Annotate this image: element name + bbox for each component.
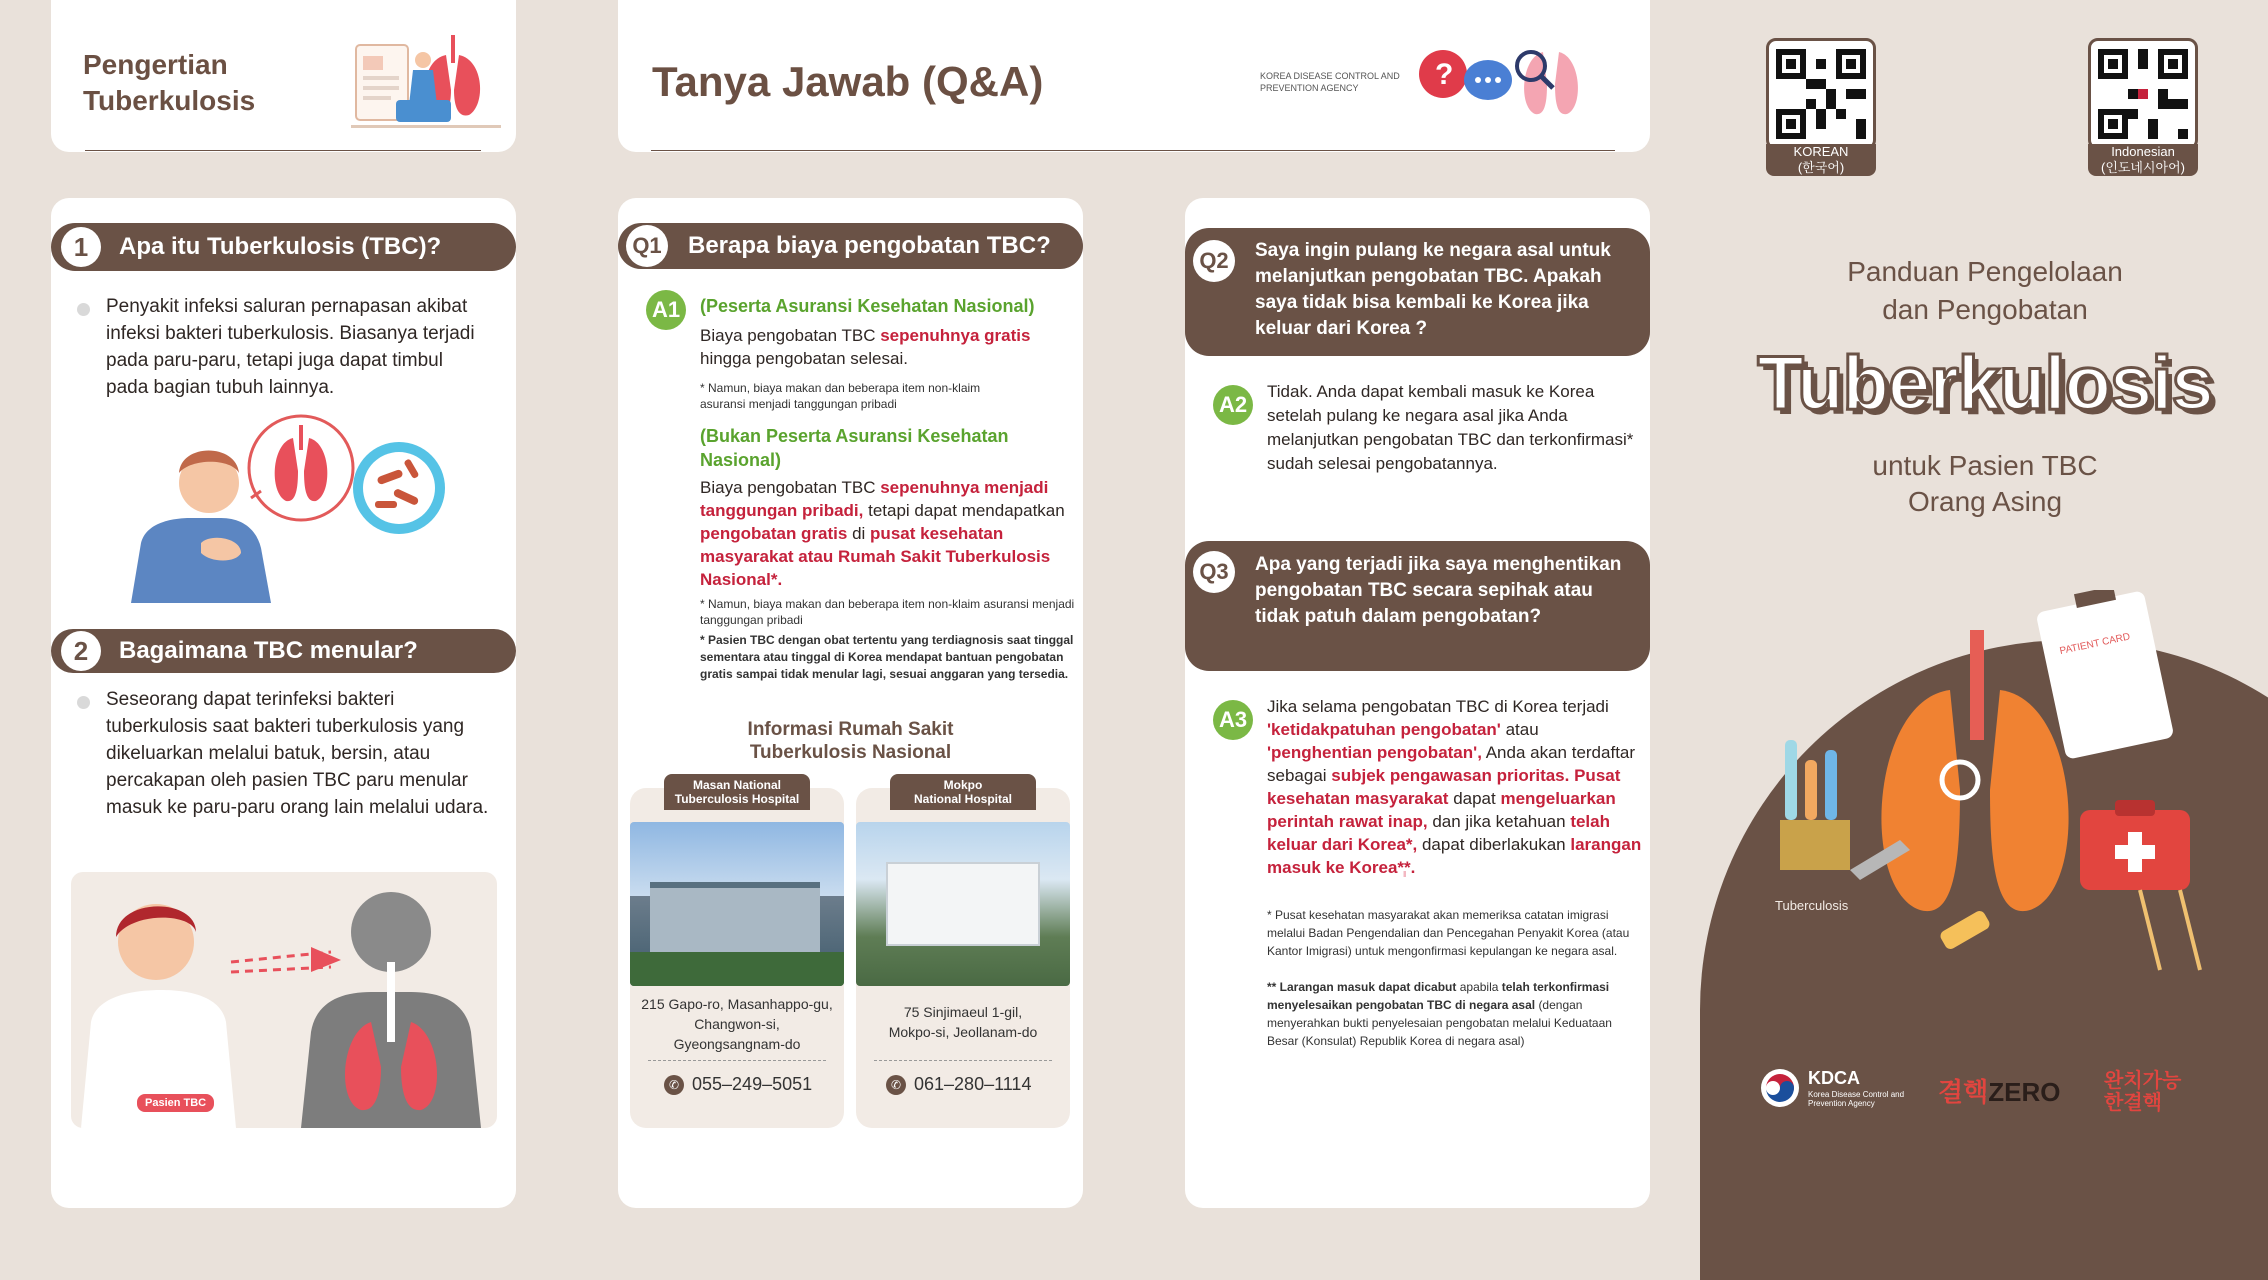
qr-code-korean[interactable] <box>1766 38 1876 150</box>
cover-main-title: Tuberkulosis <box>1757 341 2213 426</box>
qr-code-icon <box>2098 49 2188 139</box>
qr-code-indonesian[interactable] <box>2088 38 2198 150</box>
hospital-phone[interactable]: 061–280–1114 <box>914 1074 1032 1094</box>
a3-note2: ** Larangan masuk dapat dicabut apabila telah terkonfirmasi menyelesaikan pengobatan TBC di negara asal (dengan menyerahkan bukti penyelesaian pengobatan melalui Keduataan Besar (Konsulat) Republik Korea di negara asal) <box>1267 980 1612 1048</box>
qr-label-korean: KOREAN (한국어) <box>1766 144 1876 176</box>
section1-body: Penyakit infeksi saluran pernapasan akibat infeksi bakteri tuberkulosis. Biasanya terjadi pada paru-paru, tetapi juga dapat timbul pada bagian tubuh lainnya. <box>106 296 475 398</box>
tb-zero-logo: 결핵ZERO <box>1938 1077 2061 1107</box>
a1-uninsured-heading: (Bukan Peserta Asuransi Kesehatan Nasional) <box>700 426 1009 470</box>
doctor-lungs-illustration <box>351 30 501 140</box>
qr-code-icon <box>1776 49 1866 139</box>
q3-question: Apa yang terjadi jika saya menghentikan pengobatan TBC secara sepihak atau tidak patuh dalam pengobatan? <box>1255 554 1622 627</box>
q2-number: Q2 <box>1193 240 1235 282</box>
curable-tb-logo: 완치가능한결핵 <box>2104 1070 2182 1114</box>
lungs-lab-illustration <box>1760 590 2230 990</box>
agency-name: KOREA DISEASE CONTROL AND PREVENTION AGENCY <box>1260 71 1400 93</box>
section2-body: Seseorang dapat terinfeksi bakteri tuberkulosis saat bakteri tuberkulosis yang dikeluarkan melalui batuk, bersin, atau percakapan oleh pasien TBC paru menular masuk ke paru-paru orang lain melalui udara. <box>106 689 489 818</box>
panel1-header-divider <box>85 150 481 151</box>
section2-title: Bagaimana TBC menular? <box>119 637 418 664</box>
hospital-photo <box>856 822 1070 986</box>
qr-label-indonesian: Indonesian (인도네시아어) <box>2088 144 2198 176</box>
section2-title-bar <box>51 629 516 673</box>
q2-title-box <box>1185 228 1650 356</box>
patient-card-label: PATIENT CARD <box>2058 631 2132 658</box>
section1-title: Apa itu Tuberkulosis (TBC)? <box>119 233 442 260</box>
a3-answer: Jika selama pengobatan TBC di Korea terjadi 'ketidakpatuhan pengobatan' atau 'penghentian pengobatan', Anda akan terdaftar sebagai subjek pengawasan prioritas. Pusat kesehatan masyarakat dapat mengeluarkan perintah rawat inap, dan jika ketahuan telah keluar dari Korea*, dapat diberlakukan larangan masuk ke Korea**. <box>1267 697 1642 877</box>
a1-note1: * Namun, biaya makan dan beberapa item non-klaim asuransi menjadi tanggungan pribadi <box>700 597 1075 627</box>
a3-badge: A3 <box>1213 700 1253 740</box>
kdca-full: Korea Disease Control and Prevention Agency <box>1808 1090 1905 1108</box>
phone-icon: ✆ <box>886 1075 906 1095</box>
a2-answer: Tidak. Anda dapat kembali masuk ke Korea setelah pulang ke negara asal jika Anda melanjutkan pengobatan TBC dan terkonfirmasi* sudah selesai pengobatannya. <box>1267 382 1634 473</box>
a1-insured-note: * Namun, biaya makan dan beberapa item non-klaim asuransi menjadi tanggungan pribadi <box>700 381 981 411</box>
section1-bullet <box>77 303 90 316</box>
a2-badge: A2 <box>1213 385 1253 425</box>
hospital-address: 215 Gapo-ro, Masanhappo-gu, Changwon-si, Gyeongsangnam-do <box>641 996 833 1052</box>
panel1-body-card <box>51 198 516 1208</box>
hospital-address: 75 Sinjimaeul 1-gil, Mokpo-si, Jeollanam-do <box>888 1004 1038 1040</box>
a1-insured-heading: (Peserta Asuransi Kesehatan Nasional) <box>700 296 1035 316</box>
hospital-photo <box>630 822 844 986</box>
panel2-header-title: Tanya Jawab (Q&A) <box>652 58 1044 105</box>
q1-title-bar <box>618 223 1083 269</box>
a1-note2: * Pasien TBC dengan obat tertentu yang terdiagnosis saat tinggal sementara atau tinggal di Korea mendapat bantuan pengobatan gratis sampai tidak menular lagi, sesuai anggaran yang tersedia. <box>700 633 1074 681</box>
panel2-header-card <box>618 0 1650 152</box>
patient-label: Pasien TBC <box>137 1094 214 1112</box>
q1-question: Berapa biaya pengobatan TBC? <box>688 232 1051 259</box>
panel3-body-card <box>1185 198 1650 1208</box>
a1-uninsured-text: Biaya pengobatan TBC sepenuhnya menjadi tanggungan pribadi, tetapi dapat mendapatkan pengobatan gratis di pusat kesehatan masyarakat atau Rumah Sakit Tuberkulosis Nasional*. <box>700 478 1065 589</box>
hospital-name: Masan National Tuberculosis Hospital <box>664 774 810 810</box>
coughing-man-illustration <box>131 413 451 603</box>
taeguk-logo-icon <box>1760 1068 1800 1108</box>
cover-subtitle-top: Panduan Pengelolaan dan Pengobatan <box>1847 256 2123 325</box>
hospital-phone[interactable]: 055–249–5051 <box>692 1074 813 1094</box>
section2-number: 2 <box>61 631 101 671</box>
hospital-card-masan <box>630 778 844 1128</box>
panel1-header-card <box>51 0 516 152</box>
q1-number: Q1 <box>626 225 668 267</box>
section2-bullet <box>77 696 90 709</box>
qa-illustration <box>1413 42 1613 122</box>
kdca-logo <box>1760 1066 1920 1114</box>
svg-text:?: ? <box>1435 58 1454 91</box>
phone-icon: ✆ <box>664 1075 684 1095</box>
q3-number: Q3 <box>1193 551 1235 593</box>
hospital-name: Mokpo National Hospital <box>890 774 1036 810</box>
transmission-illustration <box>71 872 497 1128</box>
a1-insured-text: Biaya pengobatan TBC sepenuhnya gratis hingga pengobatan selesai. <box>700 326 1031 368</box>
section1-title-bar <box>51 223 516 271</box>
q2-question: Saya ingin pulang ke negara asal untuk melanjutkan pengobatan TBC. Apakah saya tidak bisa kembali ke Korea jika keluar dari Korea ? <box>1255 240 1611 339</box>
illustration-label: Tuberculosis <box>1775 898 1849 913</box>
hospital-card-mokpo <box>856 778 1070 1128</box>
a1-badge: A1 <box>646 290 686 330</box>
panel2-header-divider <box>651 150 1615 151</box>
panel2-body-card <box>618 198 1083 1208</box>
kdca-name: KDCA <box>1808 1068 1860 1088</box>
a3-note1: * Pusat kesehatan masyarakat akan memeriksa catatan imigrasi melalui Badan Pengendalian dan Pencegahan Penyakit Korea (atau Kantor Imigrasi) untuk mengonfirmasi kepulangan ke negara asal. <box>1267 908 1630 958</box>
section1-number: 1 <box>61 227 101 267</box>
panel1-header-title: Pengertian Tuberkulosis <box>83 49 256 116</box>
q3-title-box <box>1185 541 1650 671</box>
cover-subtitle-bottom: untuk Pasien TBC Orang Asing <box>1872 450 2098 517</box>
hospital-info-title: Informasi Rumah Sakit Tuberkulosis Nasional <box>747 719 954 763</box>
